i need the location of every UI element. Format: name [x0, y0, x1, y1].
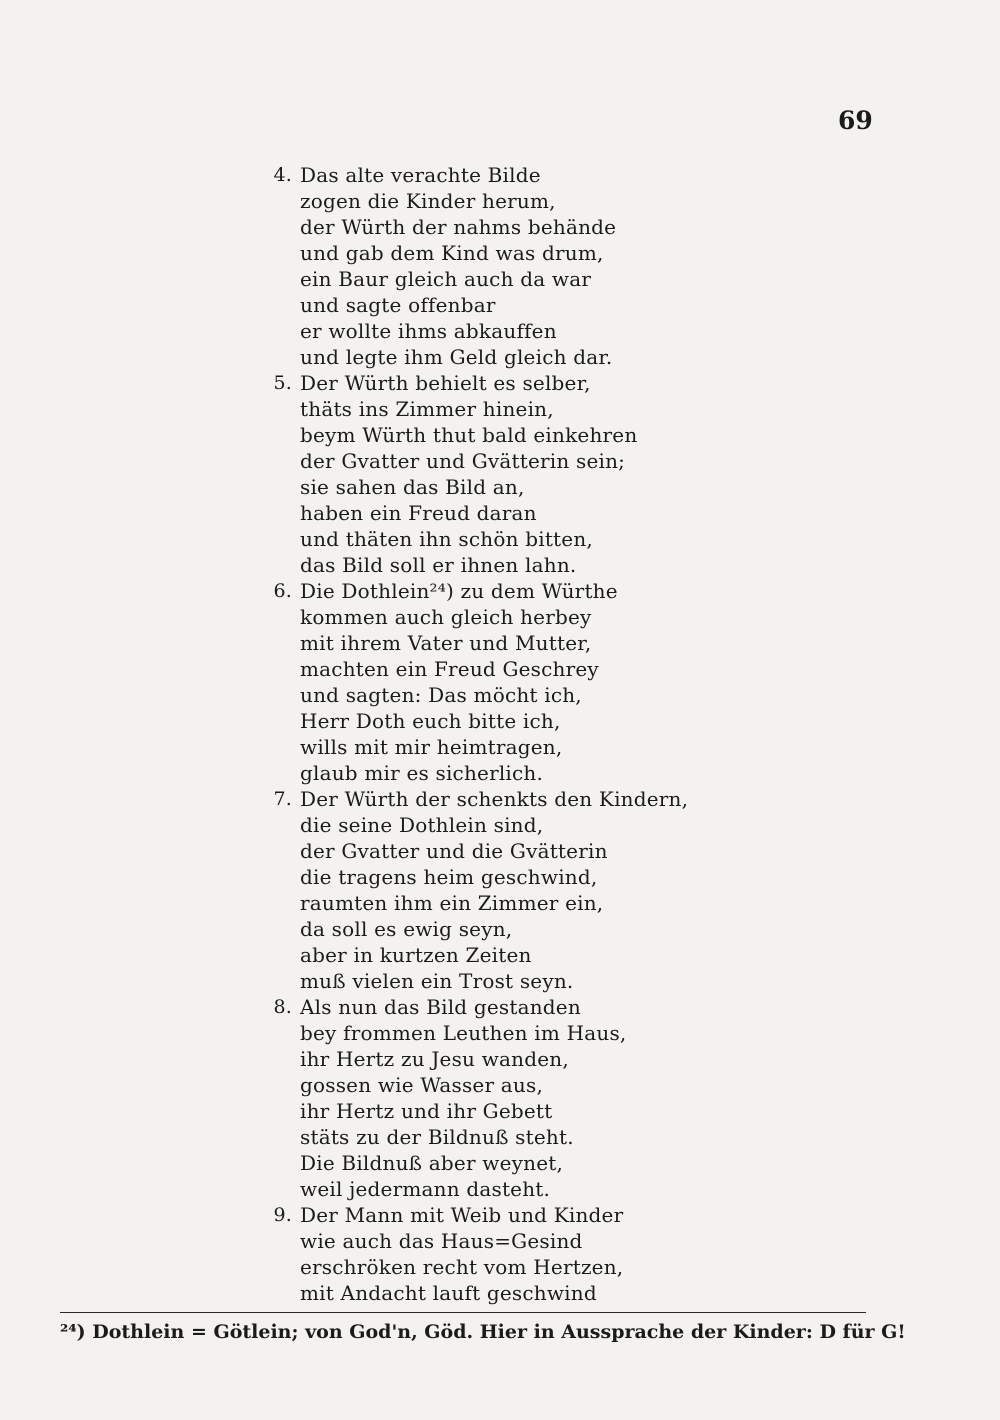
- poem-line: [254, 1046, 734, 1072]
- poem-line: [254, 838, 734, 864]
- line-text: mit ihrem Vater und Mutter,: [300, 631, 592, 655]
- poem-line: [254, 786, 734, 812]
- poem-line: [254, 292, 734, 318]
- line-text: Das alte verachte Bilde: [300, 163, 541, 187]
- poem-line: [254, 578, 734, 604]
- stanza-number: 7.: [273, 788, 292, 810]
- poem-line: [254, 1176, 734, 1202]
- line-text: ihr Hertz zu Jesu wanden,: [300, 1047, 569, 1071]
- line-text: der Gvatter und die Gvätterin: [300, 839, 608, 863]
- line-text: sie sahen das Bild an,: [300, 475, 525, 499]
- line-text: stäts zu der Bildnuß steht.: [300, 1125, 574, 1149]
- line-text: und sagten: Das möcht ich,: [300, 683, 582, 707]
- poem-line: [254, 1098, 734, 1124]
- poem-line: [254, 448, 734, 474]
- line-text: die tragens heim geschwind,: [300, 865, 598, 889]
- poem-line: [254, 240, 734, 266]
- line-text: und gab dem Kind was drum,: [300, 241, 604, 265]
- line-text: beym Würth thut bald einkehren: [300, 423, 638, 447]
- line-text: kommen auch gleich herbey: [300, 605, 592, 629]
- poem-line: [254, 318, 734, 344]
- poem-line: [254, 474, 734, 500]
- line-text: Der Würth der schenkts den Kindern,: [300, 787, 689, 811]
- poem-line: [254, 942, 734, 968]
- line-text: wills mit mir heimtragen,: [300, 735, 563, 759]
- stanza: [254, 162, 734, 370]
- poem-line: [254, 526, 734, 552]
- stanza: [254, 994, 734, 1202]
- stanza-number: 9.: [273, 1204, 292, 1226]
- stanza: [254, 578, 734, 786]
- poem-line: [254, 1150, 734, 1176]
- stanza-number: 6.: [273, 580, 292, 602]
- stanza-number: 8.: [273, 996, 292, 1018]
- line-text: das Bild soll er ihnen lahn.: [300, 553, 577, 577]
- poem-line: [254, 1202, 734, 1228]
- line-text: bey frommen Leuthen im Haus,: [300, 1021, 627, 1045]
- poem-line: [254, 1124, 734, 1150]
- poem-line: [254, 552, 734, 578]
- poem-line: [254, 1020, 734, 1046]
- poem-line: [254, 396, 734, 422]
- line-text: haben ein Freud daran: [300, 501, 537, 525]
- line-text: Die Dothlein²⁴) zu dem Würthe: [300, 579, 618, 603]
- poem-line: [254, 422, 734, 448]
- line-text: Als nun das Bild gestanden: [300, 995, 581, 1019]
- poem-line: [254, 1228, 734, 1254]
- stanza: [254, 1202, 734, 1306]
- poem-line: [254, 344, 734, 370]
- line-text: ihr Hertz und ihr Gebett: [300, 1099, 553, 1123]
- line-text: die seine Dothlein sind,: [300, 813, 544, 837]
- line-text: mit Andacht lauft geschwind: [300, 1281, 597, 1305]
- poem-line: [254, 1280, 734, 1306]
- line-text: wie auch das Haus=Gesind: [300, 1229, 583, 1253]
- poem-line: [254, 916, 734, 942]
- line-text: er wollte ihms abkauffen: [300, 319, 557, 343]
- poem-line: [254, 968, 734, 994]
- poem: [254, 162, 734, 1306]
- stanza-number: 5.: [273, 372, 292, 394]
- line-text: Die Bildnuß aber weynet,: [300, 1151, 564, 1175]
- poem-line: [254, 266, 734, 292]
- poem-line: [254, 630, 734, 656]
- line-text: ein Baur gleich auch da war: [300, 267, 592, 291]
- line-text: zogen die Kinder herum,: [300, 189, 556, 213]
- line-text: thäts ins Zimmer hinein,: [300, 397, 554, 421]
- poem-line: [254, 812, 734, 838]
- poem-line: [254, 994, 734, 1020]
- poem-line: [254, 734, 734, 760]
- poem-line: [254, 214, 734, 240]
- line-text: und thäten ihn schön bitten,: [300, 527, 593, 551]
- poem-line: [254, 604, 734, 630]
- line-text: Der Mann mit Weib und Kinder: [300, 1203, 624, 1227]
- footnote-divider: [60, 1312, 866, 1313]
- stanza: [254, 370, 734, 578]
- poem-line: [254, 162, 734, 188]
- page-number: 69: [838, 106, 873, 135]
- line-text: aber in kurtzen Zeiten: [300, 943, 532, 967]
- line-text: gossen wie Wasser aus,: [300, 1073, 544, 1097]
- line-text: weil jedermann dasteht.: [300, 1177, 551, 1201]
- line-text: muß vielen ein Trost seyn.: [300, 969, 574, 993]
- line-text: da soll es ewig seyn,: [300, 917, 513, 941]
- poem-line: [254, 188, 734, 214]
- line-text: der Gvatter und Gvätterin sein;: [300, 449, 626, 473]
- poem-line: [254, 890, 734, 916]
- line-text: Herr Doth euch bitte ich,: [300, 709, 561, 733]
- line-text: raumten ihm ein Zimmer ein,: [300, 891, 604, 915]
- line-text: und sagte offenbar: [300, 293, 496, 317]
- line-text: und legte ihm Geld gleich dar.: [300, 345, 613, 369]
- poem-line: [254, 708, 734, 734]
- line-text: der Würth der nahms behände: [300, 215, 617, 239]
- footnote: ²⁴) Dothlein = Götlein; von God'n, Göd. Hier in Aussprache der Kinder: D für G!: [60, 1321, 906, 1343]
- line-text: Der Würth behielt es selber,: [300, 371, 591, 395]
- poem-line: [254, 864, 734, 890]
- line-text: erschröken recht vom Hertzen,: [300, 1255, 624, 1279]
- poem-line: [254, 1254, 734, 1280]
- stanza-number: 4.: [273, 164, 292, 186]
- poem-line: [254, 656, 734, 682]
- line-text: glaub mir es sicherlich.: [300, 761, 544, 785]
- poem-line: [254, 500, 734, 526]
- poem-line: [254, 760, 734, 786]
- line-text: machten ein Freud Geschrey: [300, 657, 599, 681]
- poem-line: [254, 682, 734, 708]
- poem-line: [254, 370, 734, 396]
- poem-line: [254, 1072, 734, 1098]
- stanza: [254, 786, 734, 994]
